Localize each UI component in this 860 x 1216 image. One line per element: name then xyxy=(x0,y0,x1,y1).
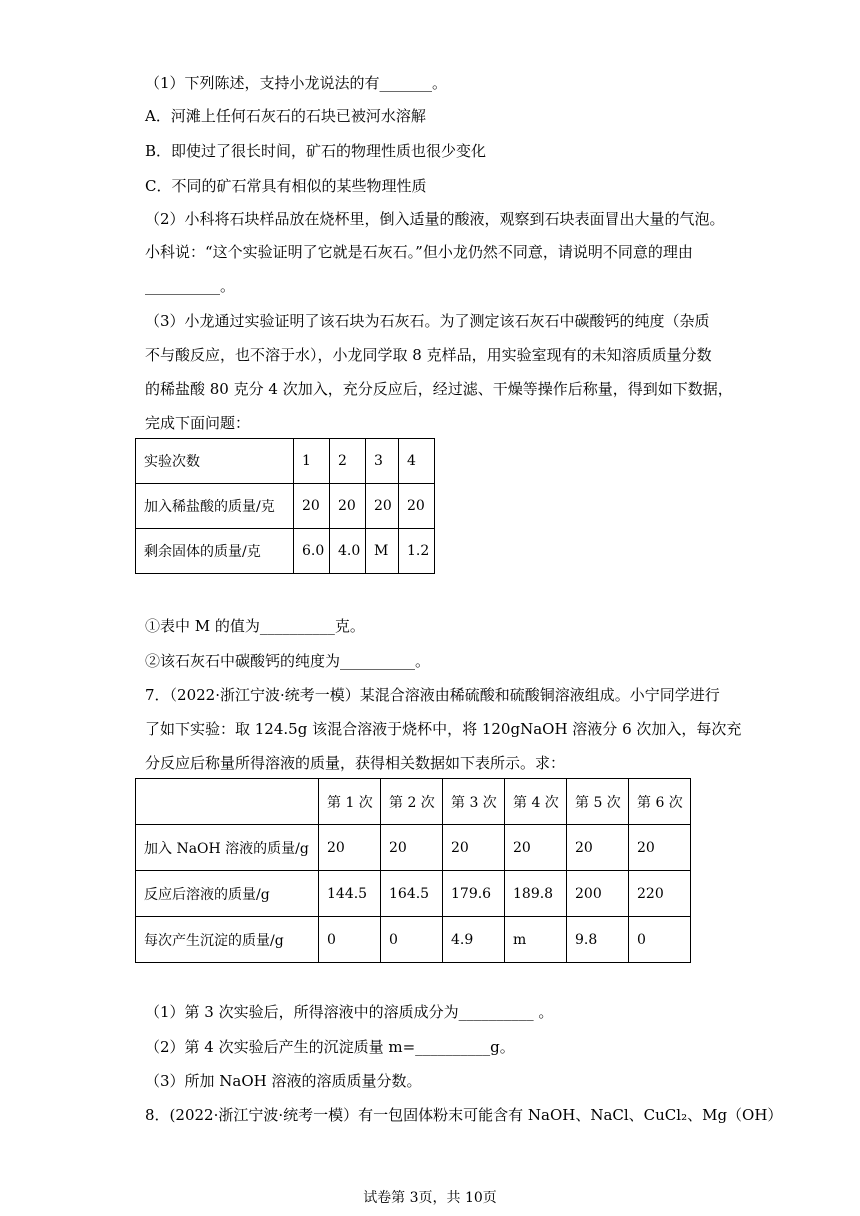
table-cell: m xyxy=(505,917,567,963)
q6-part2-line3: __________。 xyxy=(145,277,236,295)
table-cell: 220 xyxy=(629,871,691,917)
table-cell: 反应后溶液的质量/g xyxy=(136,871,319,917)
q7-data-table xyxy=(135,778,691,963)
table-row xyxy=(136,779,691,825)
table-cell: 加入 NaOH 溶液的质量/g xyxy=(136,825,319,871)
table-cell: 第 1 次 xyxy=(319,779,381,825)
q6-data-table xyxy=(135,438,435,574)
table-cell: 200 xyxy=(567,871,629,917)
table-cell: 0 xyxy=(381,917,443,963)
table-cell: 剩余固体的质量/克 xyxy=(136,529,294,574)
q6-part3-line4: 完成下面问题： xyxy=(145,414,251,432)
q7-line2: 了如下实验：取 124.5g 该混合溶液于烧杯中，将 120gNaOH 溶液分 6 次加入，每次充 xyxy=(145,720,742,738)
table-cell: 20 xyxy=(567,825,629,871)
table-cell: 179.6 xyxy=(443,871,505,917)
q7-sub1: （1）第 3 次实验后，所得溶液中的溶质成分为__________ 。 xyxy=(145,1003,554,1021)
table-cell: 20 xyxy=(381,825,443,871)
table-cell: 20 xyxy=(505,825,567,871)
q6-part3-line1: （3）小龙通过实验证明了该石块为石灰石。为了测定该石灰石中碳酸钙的纯度（杂质 xyxy=(145,312,710,330)
table-cell: 9.8 xyxy=(567,917,629,963)
table-cell: 第 6 次 xyxy=(629,779,691,825)
table-cell: 0 xyxy=(319,917,381,963)
table-cell: 第 2 次 xyxy=(381,779,443,825)
table-row xyxy=(136,529,435,574)
table-cell: 0 xyxy=(629,917,691,963)
q6-part1-prompt: （1）下列陈述，支持小龙说法的有_______。 xyxy=(145,74,448,92)
table-cell: 2 xyxy=(330,439,366,484)
table-cell xyxy=(136,779,319,825)
table-cell: 20 xyxy=(399,484,435,529)
table-cell: 20 xyxy=(294,484,330,529)
table-cell: 20 xyxy=(330,484,366,529)
q6-option-c: C．不同的矿石常具有相似的某些物理性质 xyxy=(145,177,427,195)
table-cell: 164.5 xyxy=(381,871,443,917)
table-cell: 189.8 xyxy=(505,871,567,917)
q7-sub3: （3）所加 NaOH 溶液的溶质质量分数。 xyxy=(145,1072,422,1090)
q8-line1: 8．(2022·浙江宁波·统考一模）有一包固体粉末可能含有 NaOH、NaCl、CuCl₂、Mg（OH） xyxy=(145,1106,783,1124)
table-cell: 实验次数 xyxy=(136,439,294,484)
table-row xyxy=(136,825,691,871)
table-cell: 每次产生沉淀的质量/g xyxy=(136,917,319,963)
table-row xyxy=(136,484,435,529)
table-row xyxy=(136,917,691,963)
table-cell: 第 3 次 xyxy=(443,779,505,825)
table-cell: 1.2 xyxy=(399,529,435,574)
table-cell: 20 xyxy=(366,484,399,529)
table-cell: 20 xyxy=(319,825,381,871)
q6-part2-line1: （2）小科将石块样品放在烧杯里，倒入适量的酸液，观察到石块表面冒出大量的气泡。 xyxy=(145,210,725,228)
table-cell: 144.5 xyxy=(319,871,381,917)
q6-sub2: ②该石灰石中碳酸钙的纯度为__________。 xyxy=(145,652,431,670)
q7-line3: 分反应后称量所得溶液的质量，获得相关数据如下表所示。求： xyxy=(145,754,566,772)
q6-sub1: ①表中 M 的值为__________克。 xyxy=(145,617,365,635)
table-cell: 20 xyxy=(443,825,505,871)
table-cell: 加入稀盐酸的质量/克 xyxy=(136,484,294,529)
table-cell: 4 xyxy=(399,439,435,484)
table-cell: 第 4 次 xyxy=(505,779,567,825)
q6-part3-line2: 不与酸反应，也不溶于水），小龙同学取 8 克样品，用实验室现有的未知溶质质量分数 xyxy=(145,346,712,364)
q7-sub2: （2）第 4 次实验后产生的沉淀质量 m=__________g。 xyxy=(145,1038,515,1056)
q6-option-a: A．河滩上任何石灰石的石块已被河水溶解 xyxy=(145,107,426,125)
table-cell: M xyxy=(366,529,399,574)
table-cell: 4.0 xyxy=(330,529,366,574)
table-cell: 4.9 xyxy=(443,917,505,963)
table-cell: 3 xyxy=(366,439,399,484)
table-cell: 20 xyxy=(629,825,691,871)
page-footer: 试卷第 3页，共 10页 xyxy=(363,1190,497,1206)
q6-option-b: B．即使过了很长时间，矿石的物理性质也很少变化 xyxy=(145,142,487,160)
table-cell: 6.0 xyxy=(294,529,330,574)
q6-part3-line3: 的稀盐酸 80 克分 4 次加入，充分反应后，经过滤、干燥等操作后称量，得到如下数据， xyxy=(145,380,733,398)
q7-line1: 7．（2022·浙江宁波·统考一模）某混合溶液由稀硫酸和硫酸铜溶液组成。小宁同学进行 xyxy=(145,686,720,704)
q6-part2-line2: 小科说：“这个实验证明了它就是石灰石。”但小龙仍然不同意，请说明不同意的理由 xyxy=(145,243,693,261)
table-row xyxy=(136,439,435,484)
table-cell: 1 xyxy=(294,439,330,484)
table-cell: 第 5 次 xyxy=(567,779,629,825)
table-row xyxy=(136,871,691,917)
